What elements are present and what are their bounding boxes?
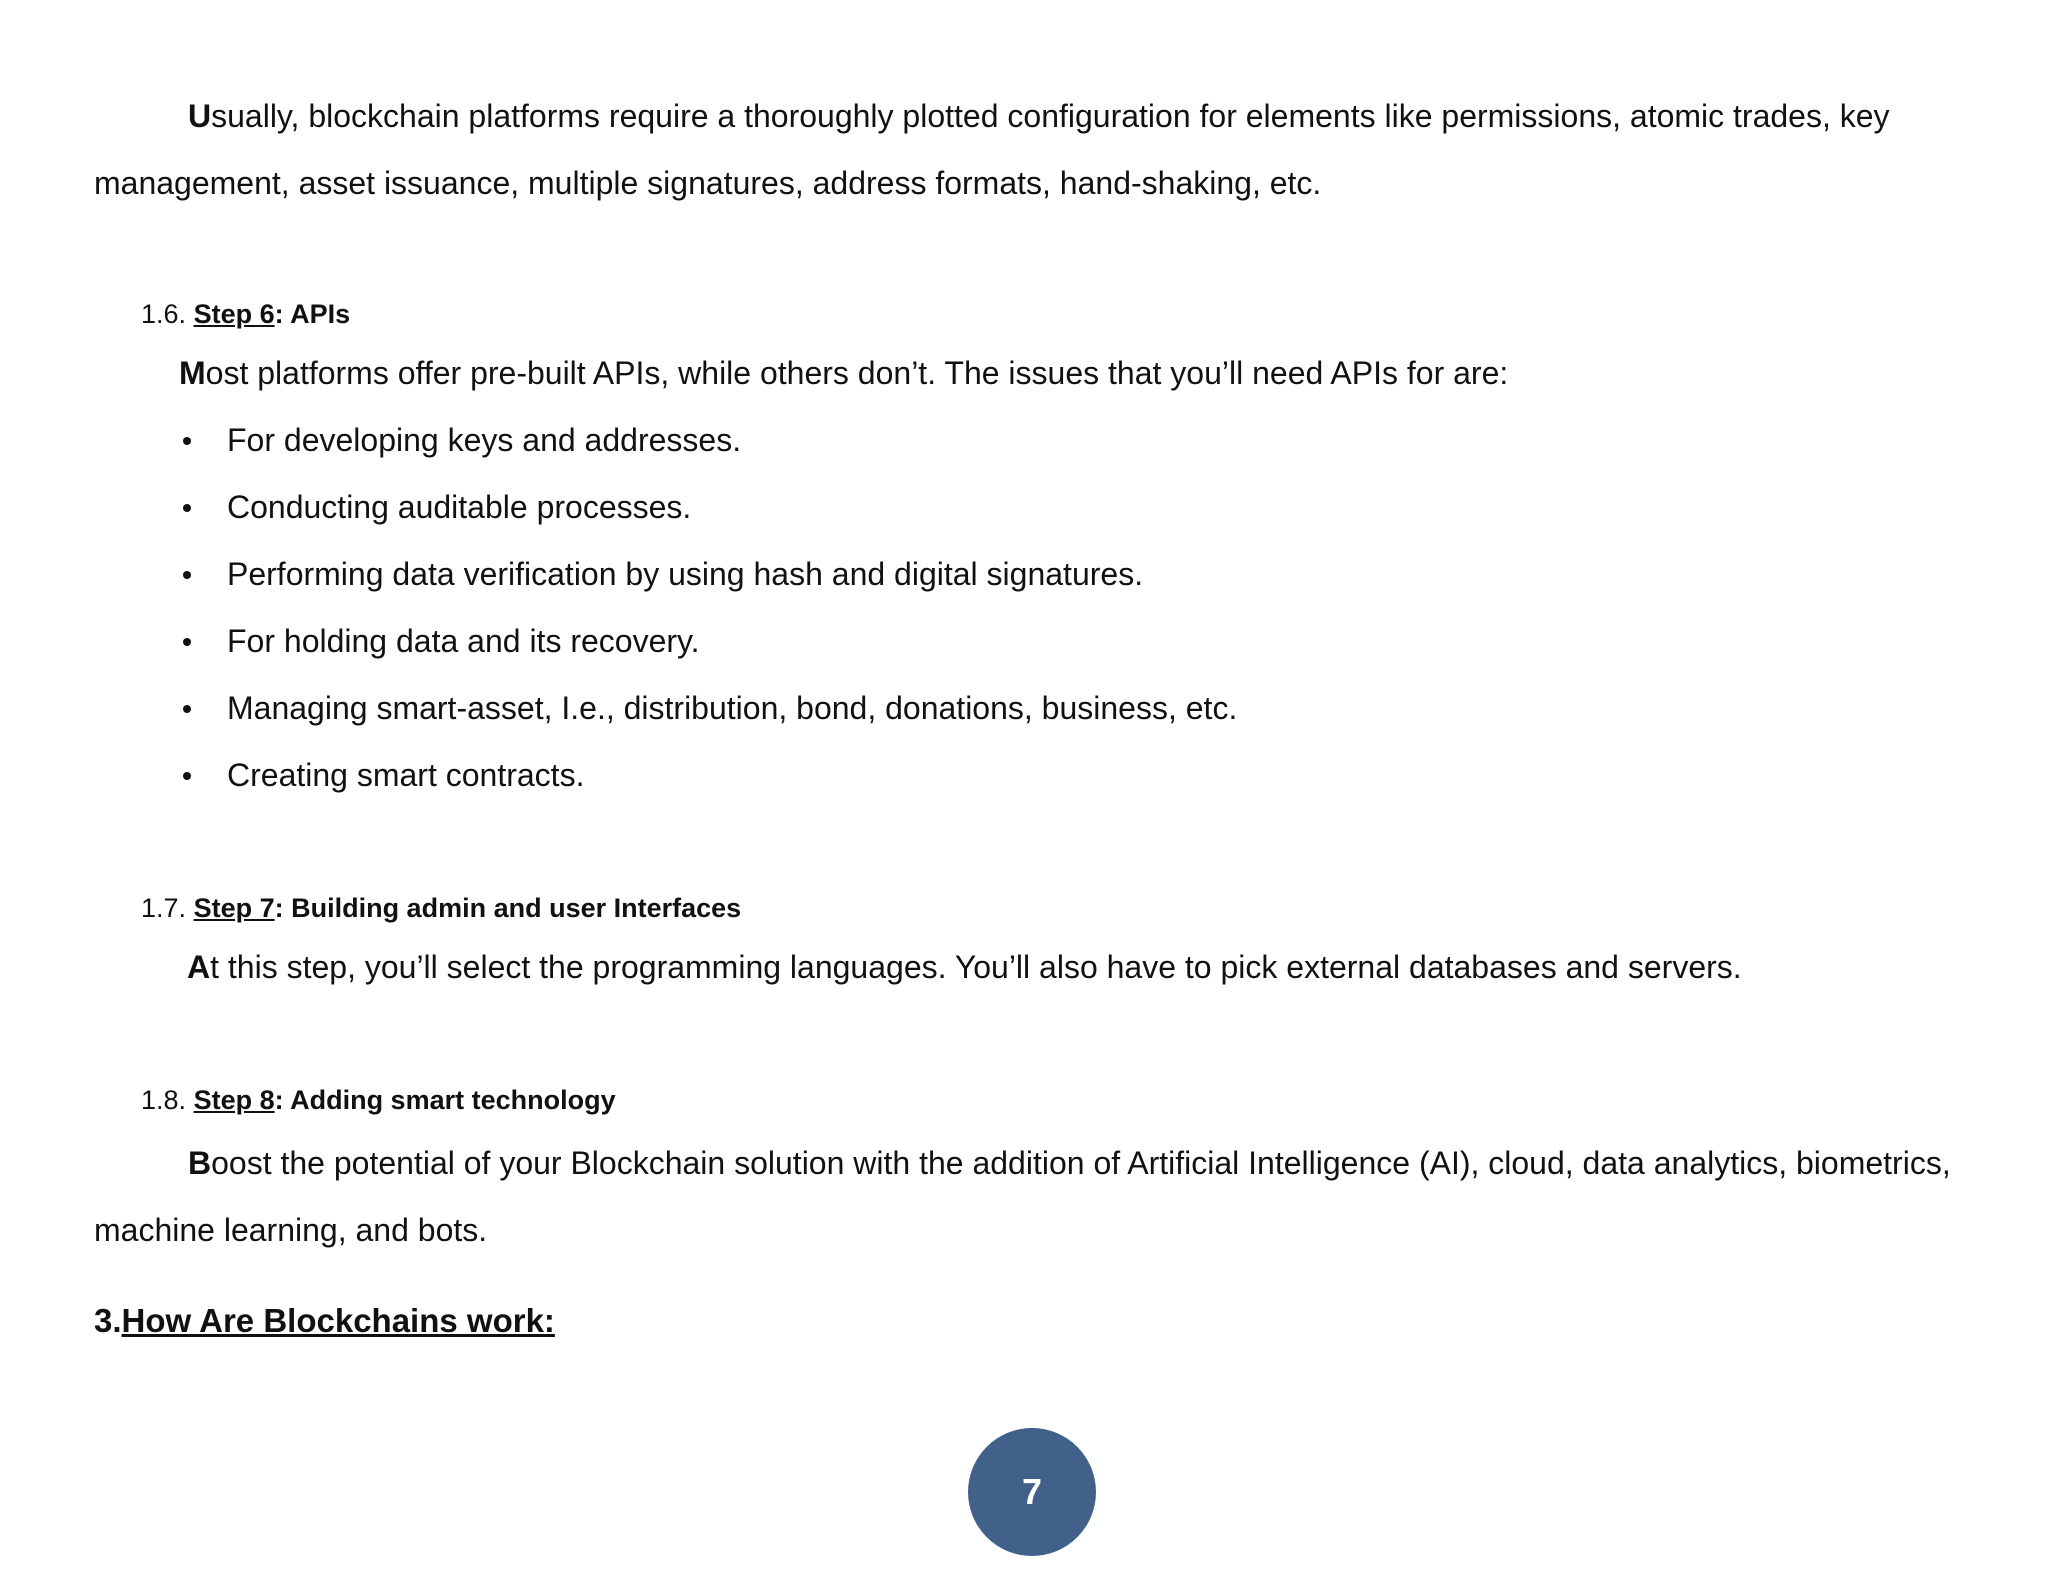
intro-dropcap: U [188,98,212,134]
step6-lead [179,353,1508,393]
step8-number: 1.8. [141,1085,187,1115]
step6-number: 1.6. [141,299,187,329]
step8-label: Step 8 [193,1085,275,1115]
bullet-icon [183,705,191,713]
list-item-text: Conducting auditable processes. [227,489,692,525]
list-item-text: For developing keys and addresses. [227,422,742,458]
list-item-text: Performing data verification by using hash and digital signatures. [227,556,1144,592]
step7-number: 1.7. [141,893,187,923]
step6-lead-dropcap: M [179,355,206,391]
bullet-icon [183,772,191,780]
step7-heading [141,890,741,926]
intro-paragraph [94,83,1974,217]
step8-title: : Adding smart technology [274,1085,616,1115]
bullet-icon [183,571,191,579]
page-number: 7 [1021,1471,1043,1512]
step6-title: : APIs [274,299,351,329]
section-number: 3. [94,1302,122,1339]
list-item-text: Creating smart contracts. [227,757,585,793]
list-item-text: Managing smart-asset, I.e., distribution, bond, donations, business, etc. [227,690,1238,726]
step8-dropcap: B [188,1145,212,1181]
step6-label: Step 6 [193,299,275,329]
list-item-text: For holding data and its recovery. [227,623,700,659]
section-label: How Are Blockchains work: [121,1302,555,1339]
step7-title: : Building admin and user Interfaces [274,893,742,923]
bullet-icon [183,504,191,512]
step7-lead [187,947,1742,987]
bullet-icon [183,638,191,646]
step6-lead-text: ost platforms offer pre-built APIs, while others don’t. The issues that you’ll need APIs for are: [205,355,1509,391]
step8-text: oost the potential of your Blockchain solution with the addition of Artificial Intelligence (AI), cloud, data analytics, biometrics, machine learning, and bots. [94,1145,1951,1248]
section-heading [94,1300,555,1342]
intro-text: sually, blockchain platforms require a thoroughly plotted configuration for elements like permissions, atomic trades, key management, asset issuance, multiple signatures, address formats, hand-shaking, etc. [94,98,1890,201]
step7-lead-dropcap: A [187,949,211,985]
step8-heading [141,1082,616,1118]
page-number-badge [968,1428,1096,1556]
step7-lead-text: t this step, you’ll select the programming languages. You’ll also have to pick external databases and servers. [210,949,1742,985]
step8-paragraph [94,1130,1974,1264]
bullet-icon [183,437,191,445]
step6-heading [141,296,350,332]
step7-label: Step 7 [193,893,275,923]
